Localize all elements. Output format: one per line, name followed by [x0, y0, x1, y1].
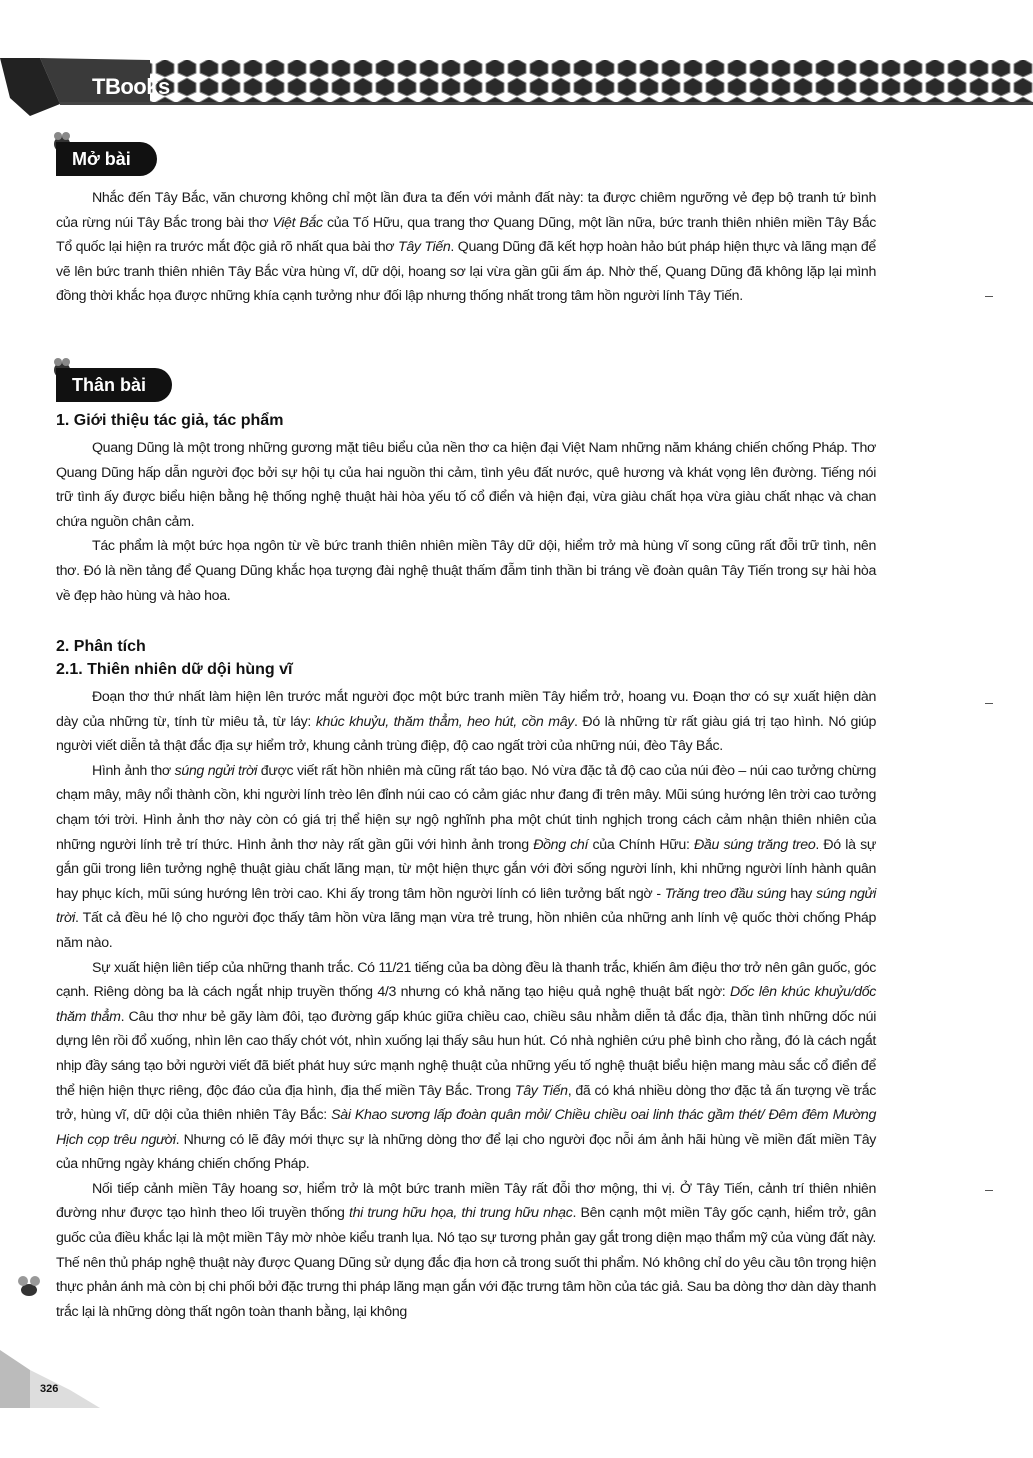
- margin-mark: [985, 703, 993, 704]
- bee-icon: [14, 1272, 44, 1302]
- intro-paragraphs: Quang Dũng là một trong những gương mặt tiêu biểu của nền thơ ca hiện đại Việt Nam những năm kháng chiến chống Pháp. Thơ Quang Dũng hấp dẫn người đọc bởi sự hội tụ của hai nguồn thi cảm, tình yêu đất nước, quê hương và khát vọng lên đường. Tiếng nói trữ tình ấy được biểu hiện bằng hệ thống nghệ thuật hài hòa yếu tố cổ điển và hiện đại, vừa giàu chất họa vừa giàu chất nhạc và chan chứa nguồn chân cảm. Tác phẩm là một bức họa ngôn từ về bức tranh thiên nhiên miền Tây dữ dội, hiểm trở mà hùng vĩ song cũng rất đỗi trữ tình, nên thơ. Đó là nền tảng để Quang Dũng khắc họa tượng đài nghệ thuật thấm đẫm tinh thần bi tráng về đoàn quân Tây Tiến trong sự hài hòa về đẹp hào hùng và hào hoa.: [56, 440, 876, 604]
- page-number: 326: [40, 1383, 59, 1395]
- section-badge-than-bai: Thân bài: [56, 368, 172, 402]
- mo-bai-paragraph: Nhắc đến Tây Bắc, văn chương không chỉ một lần đưa ta đến với mảnh đất này: ta được chiêm ngưỡng vẻ đẹp bộ tranh tứ bình của rừng núi Tây Bắc trong bài thơ Việt Bắc của Tố Hữu, qua trang thơ Quang Dũng, một lần nữa, bức tranh thiên nhiên miền Tây Bắc Tổ quốc lại hiện ra trước mắt độc giả rõ nhất qua bài thơ Tây Tiến. Quang Dũng đã kết hợp hoàn hảo bút pháp hiện thực và lãng mạn để vẽ lên bức tranh thiên nhiên Tây Bắc vừa hùng vĩ, dữ dội, hoang sơ lại vừa gần gũi ấm áp. Nhờ thế, Quang Dũng đã không lặp lại mình đồng thời khắc họa được những khía cạnh tưởng như đối lập nhưng thống nhất trong tâm hồn người lính Tây Tiến.: [56, 190, 877, 305]
- page-corner-decoration: [0, 1330, 120, 1410]
- heading-thien-nhien: 2.1. Thiên nhiên dữ dội hùng vĩ: [56, 661, 293, 678]
- section-badge-mo-bai: Mở bài: [56, 142, 157, 176]
- brand-logo: TBooks: [92, 74, 170, 99]
- analysis-paragraphs: Đoạn thơ thứ nhất làm hiện lên trước mắt người đọc một bức tranh miền Tây hiểm trở, hoang vu. Đoạn thơ có sự xuất hiện dàn dày của những từ, tính từ miêu tả, từ láy: khúc khuỷu, thăm thẳm, heo hút, cồn mây. Đó là những từ rất giàu giá trị tạo hình. Nó giúp người viết diễn tả thật đắc địa sự hiểm trở, khung cảnh trùng điệp, độ cao ngất trời của những núi, đèo Tây Bắc. Hình ảnh thơ súng ngửi trời được viết rất hồn nhiên mà cũng rất táo bạo. Nó vừa đặc tả độ cao của núi đèo – núi cao tưởng chừng chạm mây, mây nổi thành cồn, khi người lính trèo lên đỉnh núi cao có cảm giác như đang đi trên mây. Mũi súng hướng lên trời cao tưởng chạm tới trời. Hình ảnh thơ này còn có giá trị thể hiện sự ngộ nghĩnh pha một chút tinh nghịch trong cách cảm nhận thiên nhiên của những người lính trẻ trí thức. Hình ảnh thơ này rất gần gũi với hình ảnh trong Đồng chí của Chính Hữu: Đầu súng trăng treo. Đó là sự gắn gũi trong liên tưởng nghệ thuật giàu chất lãng mạn, từ một hiện thực gắn với đời sống người lính, khi những người lính hành quân hay phục kích, mũi súng hướng lên trời cao. Khi ấy trong tâm hồn người lính có liên tưởng bất ngờ - Trăng treo đầu súng hay súng ngửi trời. Tất cả đều hé lộ cho người đọc thấy tâm hồn vừa lãng mạn vừa trẻ trung, hồn nhiên của những anh lính vệ quốc thời chống Pháp năm nào. Sự xuất hiện liên tiếp của những thanh trắc. Có 11/21 tiếng của ba dòng đều là thanh trắc, khiến âm điệu thơ trở nên gân guốc, góc cạnh. Riêng dòng ba là cách ngắt nhịp truyền thống 4/3 nhưng có khả năng tạo hiệu quả nghệ thuật bất ngờ: Dốc lên khúc khuỷu/dốc thăm thẳm. Câu thơ như bẻ gãy làm đôi, tạo đường gấp khúc giữa chiều cao, chiều sâu nhằm diễn tả đắc địa, thần tình những dốc núi dựng lên rồi đổ xuống, nhìn lên cao thấy chót vót, nhìn xuống lại thấy sâu hun hút. Có nhà nghiên cứu phê bình cho rằng, đó là cách ngắt nhịp đầy sáng tạo bởi người viết đã biết phát huy sức mạnh nghệ thuật của những yếu tố nghệ thuật biểu hiện mang màu sắc cổ điển để thể hiện hiện thực riêng, độc đáo của địa hình, địa thế miền Tây Bắc. Trong Tây Tiến, đã có khá nhiều dòng thơ đặc tả ấn tượng về trắc trở, hùng vĩ, dữ dội của thiên nhiên Tây Bắc: Sài Khao sương lấp đoàn quân mỏi/ Chiều chiều oai linh thác gầm thét/ Đêm đêm Mường Hịch cọp trêu người. Nhưng có lẽ đây mới thực sự là những dòng thơ để lại cho người đọc nỗi ám ảnh hãi hùng về miền đất miền Tây của những ngày kháng chiến chống Pháp. Nối tiếp cảnh miền Tây hoang sơ, hiểm trở là một bức tranh miền Tây rất đỗi thơ mộng, thi vị. Ở Tây Tiến, cảnh trí thiên nhiên đường như được tạo hình theo lối truyền thống thi trung hữu họa, thi trung hữu nhạc. Bên cạnh một miền Tây gốc cạnh, hiểm trở, gân guốc của điều khắc lại là một miền Tây mờ nhòe kiểu tranh lụa. Nó tạo sự tương phản gay gắt trong diện mạo thẩm mỹ của vùng đất này. Thế nên thủ pháp nghệ thuật này được Quang Dũng sử dụng đắc địa hơn cả trong suốt thi phẩm. Nó không chỉ do yêu cầu tôn trọng hiện thực phản ánh mà còn bị chi phối bởi đặc trưng thi pháp lãng mạn gắn với đặc trưng tâm hồn của tác giả. Sau ba dòng thơ dàn dày thanh trắc lại là những dòng thất ngôn toàn thanh bằng, lại không: [56, 689, 877, 1320]
- margin-mark: [985, 1190, 993, 1191]
- margin-mark: [985, 296, 993, 297]
- heading-gioi-thieu: 1. Giới thiệu tác giả, tác phẩm: [56, 412, 284, 429]
- heading-phan-tich: 2. Phân tích: [56, 638, 146, 655]
